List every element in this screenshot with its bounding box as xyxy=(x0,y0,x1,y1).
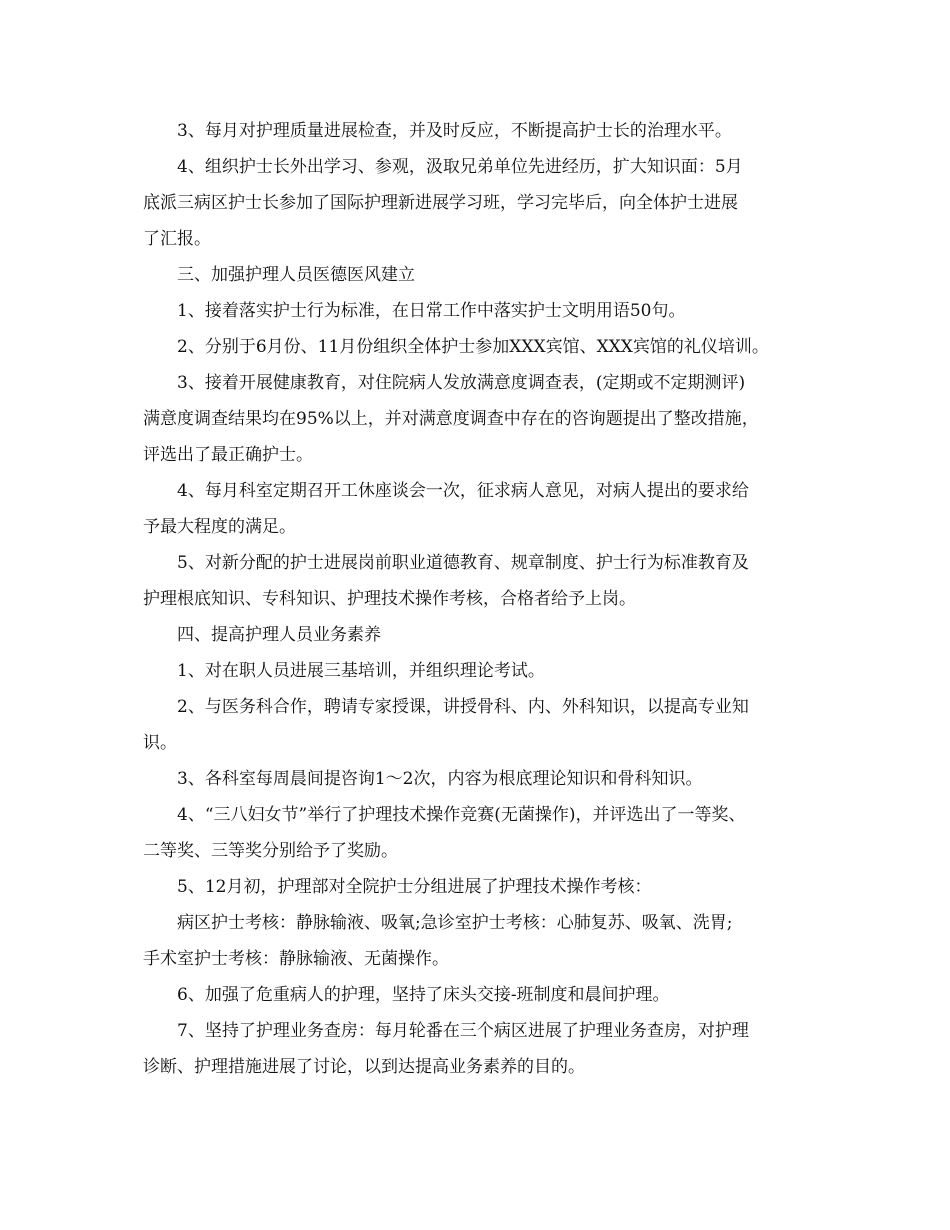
text-line: 三、加强护理人员医德医风建立 xyxy=(177,265,415,285)
text-line: 3、接着开展健康教育，对住院病人发放满意度调查表，(定期或不定期测评) xyxy=(177,373,746,393)
text-line: 四、提高护理人员业务素养 xyxy=(177,625,381,645)
text-line: 1、对在职人员进展三基培训，并组织理论考试。 xyxy=(177,661,545,681)
text-line: 3、每月对护理质量进展检查，并及时反应，不断提高护士长的治理水平。 xyxy=(177,121,732,141)
paragraph xyxy=(143,293,813,329)
paragraph xyxy=(143,257,813,293)
paragraph xyxy=(143,329,813,365)
text-line: 评选出了最正确护士。 xyxy=(143,445,313,465)
text-line: 病区护士考核：静脉输液、吸氧;急诊室护士考核：心肺复苏、吸氧、洗胃; xyxy=(177,913,733,933)
text-line: 4、“三八妇女节”举行了护理技术操作竞赛(无菌操作)，并评选出了一等奖、 xyxy=(177,805,746,825)
text-line: 底派三病区护士长参加了国际护理新进展学习班，学习完毕后，向全体护士进展 xyxy=(143,193,738,213)
paragraph xyxy=(143,977,813,1013)
paragraph xyxy=(143,797,813,869)
paragraph xyxy=(143,545,813,617)
text-line: 2、分别于6月份、11月份组织全体护士参加XXX宾馆、XXX宾馆的礼仪培训。 xyxy=(177,337,769,357)
paragraph xyxy=(143,473,813,545)
paragraph xyxy=(143,653,813,689)
text-line: 5、12月初，护理部对全院护士分组进展了护理技术操作考核： xyxy=(177,877,652,897)
paragraph xyxy=(143,149,813,257)
text-line: 二等奖、三等奖分别给予了奖励。 xyxy=(143,841,398,861)
paragraph xyxy=(143,617,813,653)
document-body xyxy=(143,113,813,1085)
paragraph xyxy=(143,113,813,149)
text-line: 4、组织护士长外出学习、参观，汲取兄弟单位先进经历，扩大知识面：5月 xyxy=(177,157,743,177)
paragraph xyxy=(143,689,813,761)
text-line: 7、坚持了护理业务查房：每月轮番在三个病区进展了护理业务查房，对护理 xyxy=(177,1021,749,1041)
text-line: 1、接着落实护士行为标准，在日常工作中落实护士文明用语50句。 xyxy=(177,301,686,321)
text-line: 满意度调查结果均在95%以上，并对满意度调查中存在的咨询题提出了整改措施， xyxy=(143,409,759,429)
paragraph xyxy=(143,1013,813,1085)
text-line: 予最大程度的满足。 xyxy=(143,517,296,537)
text-line: 护理根底知识、专科知识、护理技术操作考核，合格者给予上岗。 xyxy=(143,589,636,609)
text-line: 识。 xyxy=(143,733,177,753)
text-line: 2、与医务科合作，聘请专家授课，讲授骨科、内、外科知识，以提高专业知 xyxy=(177,697,749,717)
text-line: 5、对新分配的护士进展岗前职业道德教育、规章制度、护士行为标准教育及 xyxy=(177,553,749,573)
paragraph xyxy=(143,365,813,473)
text-line: 了汇报。 xyxy=(143,229,211,249)
paragraph xyxy=(143,869,813,905)
paragraph xyxy=(143,761,813,797)
text-line: 诊断、护理措施进展了讨论，以到达提高业务素养的目的。 xyxy=(143,1057,585,1077)
text-line: 4、每月科室定期召开工休座谈会一次，征求病人意见，对病人提出的要求给 xyxy=(177,481,749,501)
text-line: 6、加强了危重病人的护理，坚持了床头交接-班制度和晨间护理。 xyxy=(177,985,670,1005)
text-line: 3、各科室每周晨间提咨询1～2次，内容为根底理论知识和骨科知识。 xyxy=(177,769,703,789)
paragraph xyxy=(143,905,813,977)
text-line: 手术室护士考核：静脉输液、无菌操作。 xyxy=(143,949,449,969)
